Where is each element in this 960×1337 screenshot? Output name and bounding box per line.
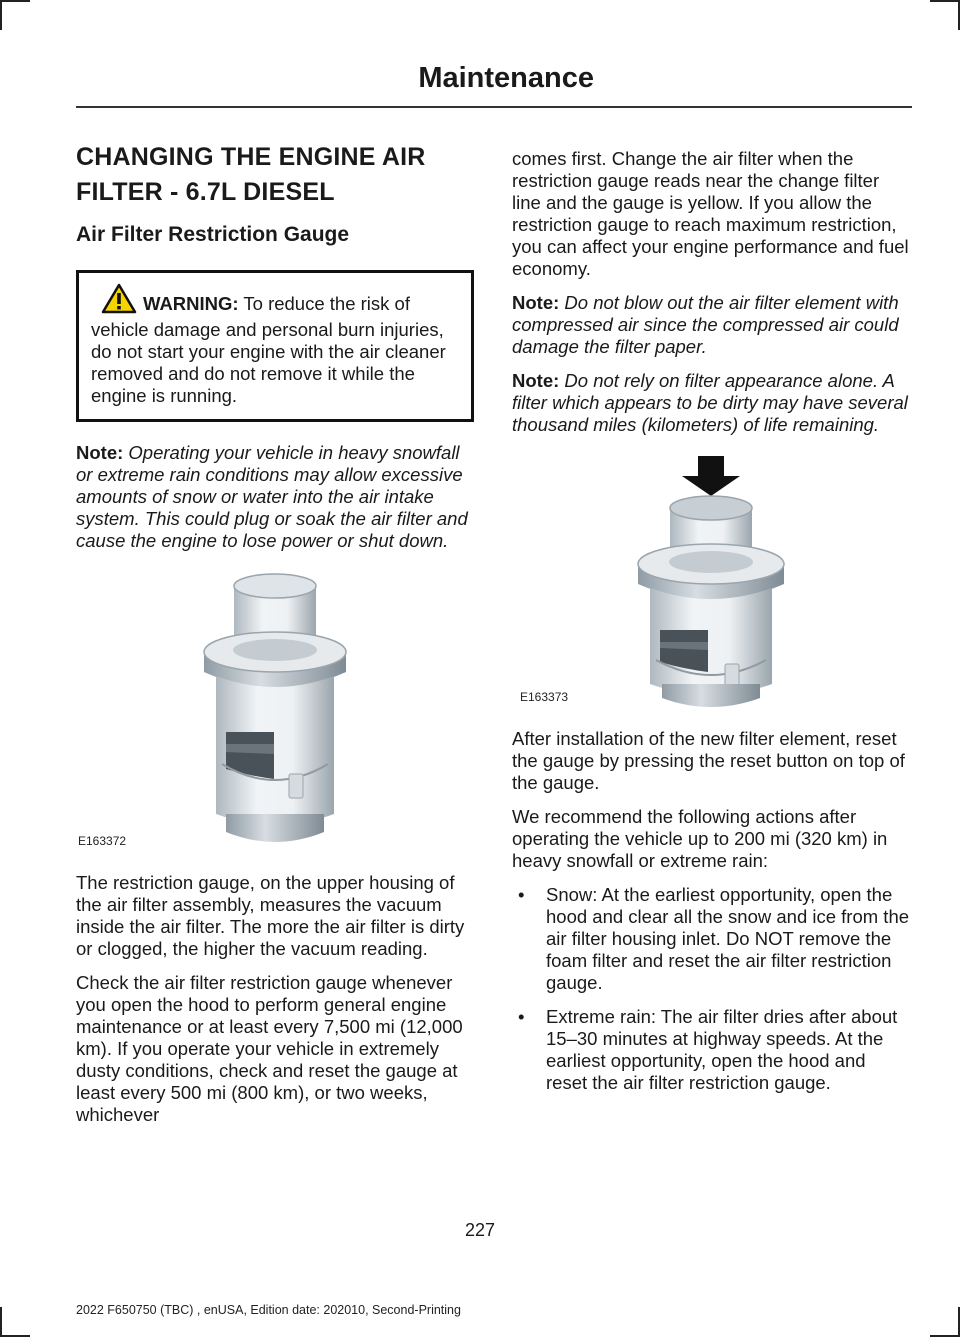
section-heading: CHANGING THE ENGINE AIR FILTER - 6.7L DIESEL (76, 143, 426, 206)
body-paragraph: We recommend the following actions after operating the vehicle up to 200 mi (320 km) in heavy snowfall or extreme rain: (512, 806, 888, 871)
bullet-mark: • (518, 1006, 525, 1027)
figure-reset-gauge (512, 450, 910, 710)
crop-mark (0, 1307, 2, 1337)
reset-gauge-illustration (512, 450, 910, 710)
crop-mark (0, 0, 2, 30)
warning-triangle-icon (101, 283, 137, 319)
list-item-text: Snow: At the earliest opportunity, open the hood and clear all the snow and ice from the air filter housing inlet. Do NOT remove the foam filter and reset the air filter restriction gauge. (546, 884, 910, 993)
body-paragraph: The restriction gauge, on the upper housing of the air filter assembly, measures the vacuum inside the air filter. The more the air filter is dirty or clogged, the higher the vacuum reading. (76, 872, 465, 959)
note-text: Do not rely on filter appearance alone. A filter which appears to be dirty may have several thousand miles (kilometers) of life remaining. (512, 370, 908, 435)
crop-mark (0, 0, 30, 2)
right-column (512, 148, 910, 1106)
body-paragraph: Check the air filter restriction gauge whenever you open the hood to perform general engine maintenance or at least every 7,500 mi (12,000 km). If you operate your vehicle in extremely dusty conditions, check and reset the gauge at least every 500 mi (800 km), or two weeks, whichever (76, 972, 463, 1125)
note-label: Note: (76, 442, 124, 463)
figure-id: E163373 (520, 690, 569, 704)
list-item (512, 1006, 910, 1094)
figure-restriction-gauge (76, 564, 474, 854)
header-rule (76, 106, 912, 108)
warning-label: WARNING: (143, 293, 239, 314)
note-label: Note: (512, 370, 560, 391)
note-text: Operating your vehicle in heavy snowfall or extreme rain conditions may allow excessive amounts of snow or water into the air intake system. This could plug or soak the air filter and cause the engine to lose power or shut down. (76, 442, 468, 551)
body-paragraph: comes first. Change the air filter when the restriction gauge reads near the change filter line and the gauge is yellow. If you allow the restriction gauge to reach maximum restriction, you can affect your engine performance and fuel economy. (512, 148, 909, 279)
note-label: Note: (512, 292, 560, 313)
list-item (512, 884, 910, 994)
list-item-text: Extreme rain: The air filter dries after about 15–30 minutes at highway speeds. At the earliest opportunity, open the hood and reset the air filter restriction gauge. (546, 1006, 898, 1093)
subsection-heading: Air Filter Restriction Gauge (76, 223, 350, 246)
page-header-title: Maintenance (418, 62, 594, 94)
left-column (76, 140, 474, 1138)
restriction-gauge-illustration (76, 564, 474, 854)
note-paragraph (512, 292, 910, 358)
note-text: Do not blow out the air filter element with compressed air since the compressed air could damage the filter paper. (512, 292, 899, 357)
warning-box (76, 270, 474, 422)
warning-text: To reduce the risk of vehicle damage and personal burn injuries, do not start your engine with the air cleaner removed and do not remove it while the engine is running. (91, 293, 446, 406)
page-number: 227 (464, 1220, 496, 1240)
bullet-mark: • (518, 884, 525, 905)
note-paragraph (76, 442, 474, 552)
crop-mark (930, 0, 960, 2)
action-list (512, 884, 910, 1094)
footer-edition-info: 2022 F650750 (TBC) , enUSA, Edition date: 202010, Second-Printing (76, 1303, 461, 1317)
body-paragraph: After installation of the new filter element, reset the gauge by pressing the reset button on top of the gauge. (512, 728, 905, 793)
figure-id: E163372 (78, 834, 127, 848)
arrow-down-icon (682, 456, 740, 496)
note-paragraph (512, 370, 910, 436)
